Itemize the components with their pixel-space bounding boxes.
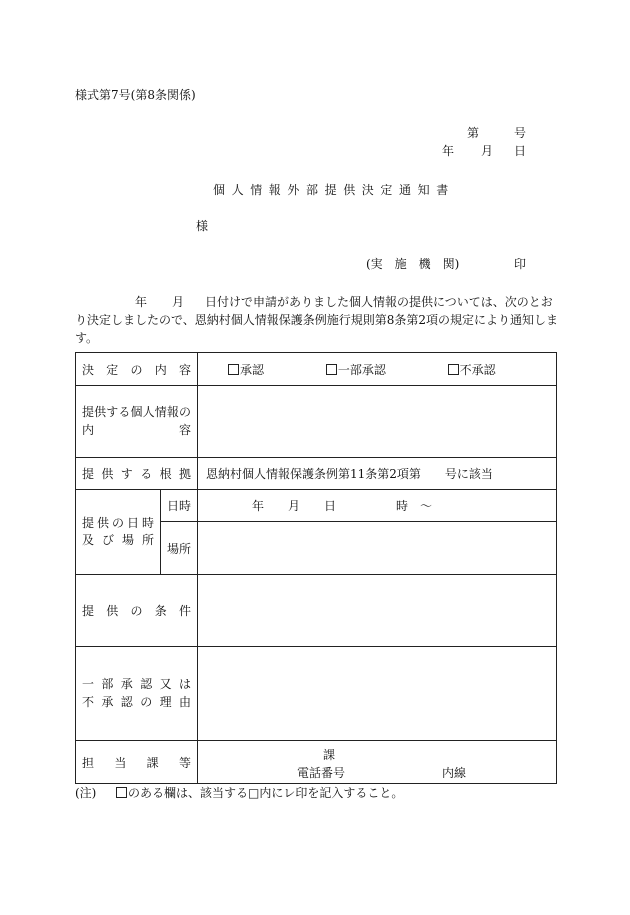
option-approve-label: 承認	[240, 362, 265, 377]
datetime-value[interactable]: 年 月 日 時 ～	[198, 490, 557, 522]
reason-label-line-1: 一部承認又は	[82, 677, 192, 692]
body-month: 月	[172, 295, 185, 309]
datetime-sub-label: 日時	[161, 490, 198, 522]
date-day: 日	[514, 144, 527, 158]
agency-label: (実 施 機 関)	[366, 257, 460, 271]
option-reject[interactable]	[448, 361, 496, 378]
option-approve[interactable]	[228, 361, 322, 378]
body-year: 年	[135, 295, 148, 309]
contact-extension-label: 内線	[442, 766, 467, 780]
body-line-1: 日付けで申請がありました個人情報の提供については、次のとお	[205, 295, 553, 309]
option-partial[interactable]	[326, 361, 444, 378]
addressee-suffix: 様	[196, 219, 209, 233]
datetime-label-line-2: 及び場所	[82, 533, 154, 547]
reason-row	[76, 647, 557, 741]
document-number-dai: 第	[467, 126, 480, 140]
decision-row	[76, 353, 557, 386]
reason-value-field[interactable]	[198, 647, 557, 741]
note-checkbox-icon	[116, 787, 127, 798]
note-text-body: のある欄は、該当する□内にレ印を記入すること。	[128, 786, 404, 800]
checkbox-partial[interactable]	[326, 364, 337, 375]
date-year: 年	[442, 144, 455, 158]
datetime-label	[76, 490, 161, 575]
info-label	[76, 386, 198, 458]
conditions-row	[76, 575, 557, 647]
datetime-row	[76, 490, 557, 522]
info-value-field[interactable]	[198, 386, 557, 458]
option-reject-label: 不承認	[459, 362, 496, 377]
contact-value	[198, 741, 557, 784]
reason-label-line-2: 不承認の理由	[82, 694, 192, 709]
contact-label: 担当課等	[76, 741, 198, 784]
note-text	[116, 784, 403, 801]
body-line-3: す。	[75, 331, 99, 345]
contact-phone-label: 電話番号	[297, 766, 346, 780]
option-partial-label: 一部承認	[337, 362, 386, 377]
note-prefix: (注)	[75, 786, 97, 800]
basis-label: 提供する根拠	[76, 458, 198, 490]
body-line-2: り決定しましたので、恩納村個人情報保護条例施行規則第8条第2項の規定により通知しま	[75, 313, 559, 327]
decision-label: 決定の内容	[76, 353, 198, 386]
form-number: 様式第7号(第8条関係)	[75, 88, 196, 102]
basis-value: 恩納村個人情報保護条例第11条第2項第 号に該当	[198, 458, 557, 490]
info-label-line-1: 提供する個人情報の	[82, 405, 192, 420]
document-title: 個人情報外部提供決定通知書	[213, 183, 455, 197]
basis-row	[76, 458, 557, 490]
info-label-line-2: 内容	[82, 422, 192, 437]
decision-table	[75, 352, 557, 784]
contact-ka: 課	[323, 748, 336, 762]
contact-row	[76, 741, 557, 784]
date-month: 月	[481, 144, 494, 158]
info-row	[76, 386, 557, 458]
place-sub-label: 場所	[161, 522, 198, 575]
agency-seal: 印	[514, 257, 527, 271]
checkbox-approve[interactable]	[228, 364, 239, 375]
document-number-go: 号	[514, 126, 527, 140]
decision-options	[198, 353, 557, 386]
place-value-field[interactable]	[198, 522, 557, 575]
conditions-value-field[interactable]	[198, 575, 557, 647]
reason-label	[76, 647, 198, 741]
datetime-label-line-1: 提供の日時	[82, 515, 154, 530]
checkbox-reject[interactable]	[448, 364, 459, 375]
conditions-label: 提供の条件	[76, 575, 198, 647]
